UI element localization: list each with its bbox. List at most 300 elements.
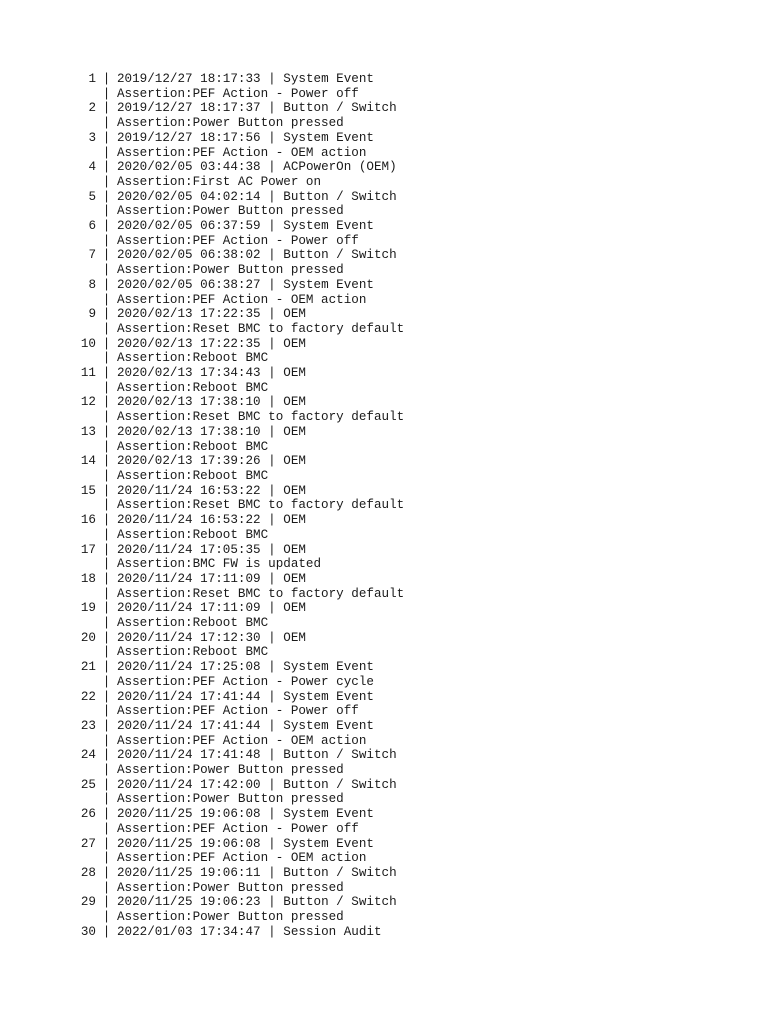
entry-timestamp: 2019/12/27 18:17:37 — [117, 101, 261, 116]
log-entry-detail-line — [72, 381, 404, 396]
entry-timestamp: 2020/02/13 17:34:43 — [117, 366, 261, 381]
column-separator: | — [102, 527, 111, 542]
entry-type: System Event — [283, 219, 374, 234]
log-entry-detail-line — [72, 587, 404, 602]
entry-index: 27 — [80, 836, 96, 851]
log-entry-header-line — [72, 190, 404, 205]
log-entry — [72, 719, 404, 748]
column-separator: | — [102, 704, 111, 719]
entry-index: 25 — [80, 777, 96, 792]
log-entry-header-line — [72, 807, 404, 822]
column-separator: | — [102, 116, 111, 131]
index-spacer — [72, 204, 96, 219]
entry-timestamp: 2020/11/24 17:41:48 — [117, 748, 261, 763]
column-separator: | — [260, 277, 284, 292]
log-entry-detail-line — [72, 87, 404, 102]
log-entry-detail-line — [72, 792, 404, 807]
column-separator: | — [260, 366, 284, 381]
log-entry — [72, 425, 404, 454]
column-separator: | — [260, 718, 284, 733]
log-entry — [72, 690, 404, 719]
index-spacer — [72, 469, 96, 484]
column-separator: | — [260, 630, 284, 645]
column-separator: | — [102, 380, 111, 395]
entry-index: 9 — [88, 307, 96, 322]
log-entry-header-line — [72, 925, 404, 940]
entry-index: 24 — [80, 748, 96, 763]
column-separator: | — [102, 586, 111, 601]
log-entry-header-line — [72, 278, 404, 293]
entry-type: System Event — [283, 836, 374, 851]
column-separator: | — [102, 777, 111, 792]
entry-type: OEM — [283, 483, 306, 498]
log-entry-detail-line — [72, 704, 404, 719]
column-separator: | — [102, 174, 111, 189]
column-separator: | — [260, 748, 284, 763]
log-entry-header-line — [72, 719, 404, 734]
column-separator: | — [102, 454, 111, 469]
column-separator: | — [260, 865, 284, 880]
log-entry — [72, 337, 404, 366]
log-entry-header-line — [72, 454, 404, 469]
log-entry-detail-line — [72, 675, 404, 690]
column-separator: | — [260, 336, 284, 351]
entry-detail: Assertion:PEF Action - Power cycle — [117, 674, 374, 689]
index-spacer — [72, 851, 96, 866]
column-separator: | — [102, 292, 111, 307]
entry-index: 30 — [80, 924, 96, 939]
column-separator: | — [102, 233, 111, 248]
entry-type: OEM — [283, 307, 306, 322]
entry-detail: Assertion:Reboot BMC — [117, 380, 269, 395]
entry-timestamp: 2020/02/13 17:22:35 — [117, 307, 261, 322]
column-separator: | — [102, 807, 111, 822]
column-separator: | — [102, 542, 111, 557]
column-separator: | — [102, 836, 111, 851]
column-separator: | — [260, 924, 284, 939]
entry-type: Button / Switch — [283, 777, 397, 792]
column-separator: | — [102, 424, 111, 439]
column-separator: | — [102, 660, 111, 675]
log-entry — [72, 572, 404, 601]
entry-detail: Assertion:Reset BMC to factory default — [117, 321, 405, 336]
log-entry-detail-line — [72, 351, 404, 366]
log-entry — [72, 837, 404, 866]
entry-index: 18 — [80, 571, 96, 586]
column-separator: | — [102, 851, 111, 866]
log-entry — [72, 778, 404, 807]
entry-timestamp: 2020/11/25 19:06:08 — [117, 807, 261, 822]
log-entry-header-line — [72, 72, 404, 87]
column-separator: | — [102, 498, 111, 513]
column-separator: | — [260, 807, 284, 822]
index-spacer — [72, 528, 96, 543]
column-separator: | — [260, 248, 284, 263]
log-entry-detail-line — [72, 498, 404, 513]
entry-timestamp: 2020/02/05 06:37:59 — [117, 219, 261, 234]
log-entry-header-line — [72, 601, 404, 616]
column-separator: | — [102, 674, 111, 689]
entry-index: 2 — [88, 101, 96, 116]
entry-detail: Assertion:Power Button pressed — [117, 792, 344, 807]
entry-index: 29 — [80, 895, 96, 910]
entry-timestamp: 2020/11/25 19:06:08 — [117, 836, 261, 851]
entry-detail: Assertion:Power Button pressed — [117, 763, 344, 778]
column-separator: | — [102, 395, 111, 410]
column-separator: | — [102, 821, 111, 836]
log-entry-header-line — [72, 425, 404, 440]
log-entry-header-line — [72, 219, 404, 234]
index-spacer — [72, 881, 96, 896]
entry-type: OEM — [283, 513, 306, 528]
index-spacer — [72, 763, 96, 778]
log-entry-header-line — [72, 778, 404, 793]
column-separator: | — [102, 351, 111, 366]
column-separator: | — [102, 910, 111, 925]
entry-index: 14 — [80, 454, 96, 469]
column-separator: | — [102, 924, 111, 939]
entry-timestamp: 2020/11/24 17:12:30 — [117, 630, 261, 645]
entry-detail: Assertion:First AC Power on — [117, 174, 322, 189]
entry-index: 20 — [80, 630, 96, 645]
entry-index: 26 — [80, 807, 96, 822]
log-entry-header-line — [72, 307, 404, 322]
log-entry — [72, 660, 404, 689]
entry-type: OEM — [283, 601, 306, 616]
log-entry-header-line — [72, 572, 404, 587]
entry-index: 22 — [80, 689, 96, 704]
entry-timestamp: 2020/11/24 17:41:44 — [117, 718, 261, 733]
entry-type: Button / Switch — [283, 865, 397, 880]
index-spacer — [72, 410, 96, 425]
entry-index: 23 — [80, 718, 96, 733]
entry-timestamp: 2020/02/13 17:38:10 — [117, 395, 261, 410]
log-entry — [72, 395, 404, 424]
column-separator: | — [260, 836, 284, 851]
entry-detail: Assertion:PEF Action - OEM action — [117, 851, 367, 866]
column-separator: | — [102, 557, 111, 572]
log-entry — [72, 219, 404, 248]
log-entry-detail-line — [72, 881, 404, 896]
column-separator: | — [102, 204, 111, 219]
entry-index: 12 — [80, 395, 96, 410]
entry-detail: Assertion:PEF Action - OEM action — [117, 145, 367, 160]
index-spacer — [72, 616, 96, 631]
column-separator: | — [102, 307, 111, 322]
log-entry-header-line — [72, 337, 404, 352]
entry-timestamp: 2020/11/24 17:11:09 — [117, 571, 261, 586]
entry-index: 11 — [80, 366, 96, 381]
entry-type: ACPowerOn (OEM) — [283, 160, 397, 175]
entry-type: OEM — [283, 395, 306, 410]
entry-type: OEM — [283, 336, 306, 351]
entry-index: 15 — [80, 483, 96, 498]
entry-timestamp: 2022/01/03 17:34:47 — [117, 924, 261, 939]
column-separator: | — [102, 410, 111, 425]
column-separator: | — [260, 571, 284, 586]
column-separator: | — [102, 483, 111, 498]
entry-type: Button / Switch — [283, 895, 397, 910]
log-entry-detail-line — [72, 528, 404, 543]
entry-timestamp: 2020/02/05 06:38:27 — [117, 277, 261, 292]
log-entry — [72, 278, 404, 307]
index-spacer — [72, 175, 96, 190]
index-spacer — [72, 557, 96, 572]
log-entry-detail-line — [72, 146, 404, 161]
index-spacer — [72, 322, 96, 337]
entry-index: 3 — [88, 130, 96, 145]
log-entry-header-line — [72, 131, 404, 146]
column-separator: | — [260, 189, 284, 204]
log-entry-detail-line — [72, 410, 404, 425]
entry-detail: Assertion:PEF Action - Power off — [117, 86, 359, 101]
entry-detail: Assertion:Reset BMC to factory default — [117, 410, 405, 425]
entry-detail: Assertion:Power Button pressed — [117, 880, 344, 895]
entry-type: OEM — [283, 542, 306, 557]
log-entry-header-line — [72, 895, 404, 910]
column-separator: | — [102, 718, 111, 733]
log-entry — [72, 631, 404, 660]
log-entry-detail-line — [72, 322, 404, 337]
log-entry-header-line — [72, 543, 404, 558]
log-entry — [72, 454, 404, 483]
index-spacer — [72, 822, 96, 837]
column-separator: | — [102, 645, 111, 660]
entry-timestamp: 2020/02/13 17:22:35 — [117, 336, 261, 351]
column-separator: | — [102, 763, 111, 778]
column-separator: | — [102, 101, 111, 116]
log-entry — [72, 543, 404, 572]
entry-timestamp: 2020/02/13 17:38:10 — [117, 424, 261, 439]
column-separator: | — [260, 424, 284, 439]
entry-timestamp: 2020/11/24 17:11:09 — [117, 601, 261, 616]
entry-type: System Event — [283, 807, 374, 822]
column-separator: | — [102, 130, 111, 145]
log-entry-detail-line — [72, 734, 404, 749]
log-entry — [72, 190, 404, 219]
column-separator: | — [260, 689, 284, 704]
column-separator: | — [260, 307, 284, 322]
index-spacer — [72, 263, 96, 278]
log-entry-detail-line — [72, 616, 404, 631]
index-spacer — [72, 587, 96, 602]
column-separator: | — [102, 571, 111, 586]
entry-detail: Assertion:BMC FW is updated — [117, 557, 322, 572]
column-separator: | — [102, 895, 111, 910]
column-separator: | — [102, 219, 111, 234]
entry-detail: Assertion:Power Button pressed — [117, 910, 344, 925]
entry-index: 17 — [80, 542, 96, 557]
log-entry-detail-line — [72, 175, 404, 190]
log-entry-detail-line — [72, 763, 404, 778]
entry-detail: Assertion:PEF Action - Power off — [117, 821, 359, 836]
column-separator: | — [260, 72, 284, 86]
column-separator: | — [102, 689, 111, 704]
column-separator: | — [260, 542, 284, 557]
entry-index: 16 — [80, 513, 96, 528]
entry-type: System Event — [283, 130, 374, 145]
column-separator: | — [102, 616, 111, 631]
log-entry-header-line — [72, 513, 404, 528]
index-spacer — [72, 440, 96, 455]
event-log — [72, 72, 404, 939]
entry-timestamp: 2020/11/24 16:53:22 — [117, 513, 261, 528]
log-entry-header-line — [72, 660, 404, 675]
log-entry-header-line — [72, 866, 404, 881]
entry-timestamp: 2020/11/24 16:53:22 — [117, 483, 261, 498]
log-entry-header-line — [72, 748, 404, 763]
log-entry-header-line — [72, 837, 404, 852]
column-separator: | — [260, 219, 284, 234]
entry-index: 8 — [88, 277, 96, 292]
column-separator: | — [260, 660, 284, 675]
column-separator: | — [102, 189, 111, 204]
log-entry — [72, 101, 404, 130]
index-spacer — [72, 116, 96, 131]
index-spacer — [72, 704, 96, 719]
log-entry-detail-line — [72, 263, 404, 278]
entry-index: 28 — [80, 865, 96, 880]
entry-timestamp: 2019/12/27 18:17:33 — [117, 72, 261, 86]
column-separator: | — [102, 86, 111, 101]
log-entry-detail-line — [72, 440, 404, 455]
entry-index: 7 — [88, 248, 96, 263]
column-separator: | — [260, 601, 284, 616]
entry-timestamp: 2020/02/05 03:44:38 — [117, 160, 261, 175]
entry-detail: Assertion:Reset BMC to factory default — [117, 498, 405, 513]
entry-timestamp: 2020/11/24 17:05:35 — [117, 542, 261, 557]
log-entry — [72, 307, 404, 336]
entry-type: OEM — [283, 366, 306, 381]
entry-detail: Assertion:Reboot BMC — [117, 351, 269, 366]
column-separator: | — [102, 733, 111, 748]
column-separator: | — [102, 321, 111, 336]
entry-timestamp: 2020/02/05 06:38:02 — [117, 248, 261, 263]
log-entry-header-line — [72, 690, 404, 705]
log-entry-header-line — [72, 101, 404, 116]
column-separator: | — [102, 792, 111, 807]
column-separator: | — [260, 130, 284, 145]
log-entry-header-line — [72, 395, 404, 410]
column-separator: | — [260, 895, 284, 910]
log-entry-detail-line — [72, 645, 404, 660]
log-entry-header-line — [72, 160, 404, 175]
column-separator: | — [102, 468, 111, 483]
log-entry-header-line — [72, 366, 404, 381]
column-separator: | — [102, 513, 111, 528]
entry-timestamp: 2020/11/24 17:25:08 — [117, 660, 261, 675]
log-entry-detail-line — [72, 469, 404, 484]
index-spacer — [72, 734, 96, 749]
column-separator: | — [102, 880, 111, 895]
entry-index: 4 — [88, 160, 96, 175]
entry-index: 10 — [80, 336, 96, 351]
entry-timestamp: 2020/02/05 04:02:14 — [117, 189, 261, 204]
column-separator: | — [260, 395, 284, 410]
column-separator: | — [102, 72, 111, 86]
entry-type: System Event — [283, 72, 374, 86]
log-entry — [72, 513, 404, 542]
log-entry — [72, 72, 404, 101]
log-entry — [72, 160, 404, 189]
log-entry — [72, 484, 404, 513]
entry-detail: Assertion:Reboot BMC — [117, 527, 269, 542]
log-entry — [72, 807, 404, 836]
log-entry-header-line — [72, 631, 404, 646]
entry-detail: Assertion:Power Button pressed — [117, 204, 344, 219]
column-separator: | — [260, 513, 284, 528]
entry-index: 5 — [88, 189, 96, 204]
column-separator: | — [102, 748, 111, 763]
entry-detail: Assertion:PEF Action - OEM action — [117, 292, 367, 307]
log-entry — [72, 925, 404, 940]
column-separator: | — [102, 145, 111, 160]
entry-detail: Assertion:Reset BMC to factory default — [117, 586, 405, 601]
entry-type: OEM — [283, 454, 306, 469]
entry-type: Button / Switch — [283, 748, 397, 763]
entry-type: OEM — [283, 630, 306, 645]
column-separator: | — [102, 248, 111, 263]
entry-detail: Assertion:Reboot BMC — [117, 616, 269, 631]
entry-detail: Assertion:Reboot BMC — [117, 439, 269, 454]
entry-detail: Assertion:PEF Action - Power off — [117, 704, 359, 719]
entry-timestamp: 2020/11/25 19:06:11 — [117, 865, 261, 880]
entry-index: 6 — [88, 219, 96, 234]
log-entry-detail-line — [72, 557, 404, 572]
log-entry-header-line — [72, 484, 404, 499]
log-entry — [72, 601, 404, 630]
index-spacer — [72, 675, 96, 690]
log-entry-header-line — [72, 248, 404, 263]
entry-index: 19 — [80, 601, 96, 616]
column-separator: | — [102, 366, 111, 381]
log-entry-detail-line — [72, 293, 404, 308]
entry-timestamp: 2020/02/13 17:39:26 — [117, 454, 261, 469]
log-entry-detail-line — [72, 822, 404, 837]
column-separator: | — [260, 777, 284, 792]
log-entry-detail-line — [72, 910, 404, 925]
entry-type: Button / Switch — [283, 189, 397, 204]
index-spacer — [72, 293, 96, 308]
entry-timestamp: 2019/12/27 18:17:56 — [117, 130, 261, 145]
column-separator: | — [102, 601, 111, 616]
log-entry-detail-line — [72, 851, 404, 866]
column-separator: | — [102, 439, 111, 454]
column-separator: | — [102, 630, 111, 645]
entry-detail: Assertion:Power Button pressed — [117, 263, 344, 278]
entry-type: OEM — [283, 571, 306, 586]
entry-type: Button / Switch — [283, 101, 397, 116]
log-entry-detail-line — [72, 204, 404, 219]
column-separator: | — [102, 263, 111, 278]
entry-type: System Event — [283, 277, 374, 292]
log-entry — [72, 895, 404, 924]
entry-type: System Event — [283, 689, 374, 704]
entry-type: Button / Switch — [283, 248, 397, 263]
entry-type: OEM — [283, 424, 306, 439]
column-separator: | — [102, 865, 111, 880]
index-spacer — [72, 792, 96, 807]
entry-detail: Assertion:Reboot BMC — [117, 645, 269, 660]
entry-detail: Assertion:Reboot BMC — [117, 468, 269, 483]
column-separator: | — [102, 160, 111, 175]
column-separator: | — [260, 160, 284, 175]
entry-detail: Assertion:PEF Action - OEM action — [117, 733, 367, 748]
column-separator: | — [102, 277, 111, 292]
index-spacer — [72, 87, 96, 102]
entry-timestamp: 2020/11/24 17:42:00 — [117, 777, 261, 792]
log-entry — [72, 748, 404, 777]
